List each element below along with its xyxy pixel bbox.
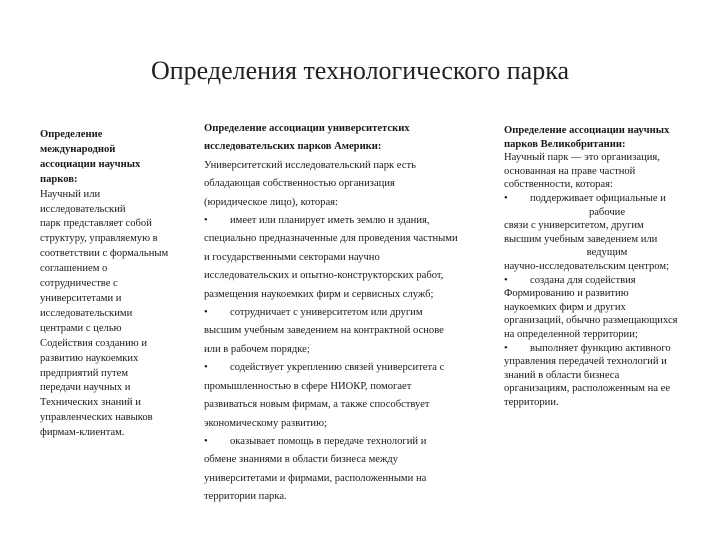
text-line [204, 488, 476, 506]
line-text: международной [40, 143, 116, 155]
text-line [504, 165, 710, 179]
text-line [204, 470, 476, 488]
text-line [504, 287, 710, 301]
text-line [40, 262, 200, 277]
line-text: содействует укреплению связей университета с [230, 362, 445, 374]
heading-line [40, 173, 200, 188]
text-line [204, 396, 476, 414]
text-line [504, 233, 710, 247]
line-text: соответствии с формальным [40, 248, 169, 260]
text-line [204, 194, 476, 212]
line-text: парков: [40, 173, 78, 185]
definition-uk-association [504, 124, 710, 409]
line-text: университетами и фирмами, расположенными на [204, 472, 427, 484]
line-text: развитию наукоемких [40, 352, 139, 364]
text-line [504, 328, 710, 342]
line-text: Содействия созданию и [40, 337, 147, 349]
text-line [204, 378, 476, 396]
heading-line [204, 120, 476, 138]
text-line [40, 217, 200, 232]
bullet-item-line [504, 342, 710, 356]
line-text: исследовательских парков Америки: [204, 141, 382, 153]
line-text: обмене знаниями в области бизнеса между [204, 454, 398, 466]
line-text: университетами и [40, 292, 122, 304]
line-text: территории парка. [204, 491, 287, 503]
line-text: Университетский исследовательский парк есть [204, 159, 416, 171]
line-text: развиваться новым фирмам, а также способствует [204, 399, 430, 411]
line-text: и государственными секторами научно [204, 251, 380, 263]
line-text: исследовательскими [40, 307, 133, 319]
bullet-icon: • [204, 215, 208, 227]
bullet-icon: • [504, 342, 508, 354]
text-line [504, 246, 710, 260]
line-text: знаний в области бизнеса [504, 369, 620, 381]
text-line [504, 219, 710, 233]
definition-american-association [204, 120, 476, 507]
line-text: исследовательских и опытно-конструкторских работ, [204, 270, 444, 282]
text-line [504, 178, 710, 192]
text-line [504, 314, 710, 328]
line-text: Определение ассоциации университетских [204, 123, 410, 134]
text-line [40, 307, 200, 322]
line-text: передачи научных и [40, 382, 131, 394]
line-text: поддерживает официальные и [530, 192, 666, 204]
text-line [204, 415, 476, 433]
line-text: предприятий путем [40, 367, 129, 379]
text-line [40, 352, 200, 367]
line-text: размещения наукоемких фирм и сервисных служб; [204, 288, 434, 300]
text-line [504, 355, 710, 369]
text-line [504, 301, 710, 315]
bullet-item-line [204, 359, 476, 377]
text-line [40, 232, 200, 247]
line-text: собственности, которая: [504, 179, 613, 191]
text-line [204, 267, 476, 285]
text-line [204, 230, 476, 248]
line-text: ведущим [586, 247, 628, 259]
slide-title: Определения технологического парка [150, 56, 569, 85]
text-line [204, 286, 476, 304]
line-text: соглашением о [40, 263, 108, 275]
text-line [204, 322, 476, 340]
definition-international-association [40, 128, 200, 441]
line-text: обладающая собственностью организация [204, 178, 395, 190]
line-text: парков Великобритании: [504, 138, 626, 150]
heading-line [40, 128, 200, 143]
bullet-icon: • [504, 192, 508, 204]
text-line [40, 396, 200, 411]
line-text: Определение [40, 129, 103, 140]
text-line [40, 292, 200, 307]
text-line [40, 203, 200, 218]
bullet-item-line [504, 192, 710, 206]
text-line [504, 396, 710, 410]
line-text: связи с университетом, другим [504, 220, 644, 232]
text-line [40, 381, 200, 396]
line-text: наукоемких фирм и других [504, 301, 626, 313]
bullet-item-line [204, 304, 476, 322]
bullet-item-line [204, 212, 476, 230]
text-line [204, 249, 476, 267]
line-text: научно-исследовательским центром; [504, 260, 670, 272]
line-text: на определенной территории; [504, 328, 638, 340]
heading-line [40, 158, 200, 173]
bullet-icon: • [204, 362, 208, 374]
text-line [40, 322, 200, 337]
text-line [204, 175, 476, 193]
line-text: основанная на праве частной [504, 165, 636, 177]
text-line [40, 337, 200, 352]
line-text: фирмам-клиентам. [40, 427, 125, 439]
text-line [40, 188, 200, 203]
line-text: организациям, расположенным на ее [504, 383, 671, 395]
bullet-icon: • [204, 307, 208, 319]
line-text: специально предназначенные для проведения частными [204, 233, 458, 245]
bullet-item-line [504, 274, 710, 288]
text-line [504, 260, 710, 274]
line-text: парк представляет собой [40, 218, 152, 230]
line-text: или в рабочем порядке; [204, 343, 310, 355]
line-text: организаций, обычно размещающихся [504, 315, 678, 327]
heading-line [40, 143, 200, 158]
line-text: сотрудничестве с [40, 278, 118, 290]
bullet-item-line [204, 433, 476, 451]
line-text: Научный парк — это организация, [504, 152, 660, 164]
line-text: создана для содействия [530, 274, 636, 286]
line-text: промышленностью в сфере НИОКР, помогает [204, 380, 412, 392]
text-line [204, 451, 476, 469]
line-text: ассоциации научных [40, 158, 141, 170]
heading-line [504, 124, 710, 138]
line-text: Формированию и развитию [504, 288, 629, 300]
line-text: центрами с целью [40, 322, 122, 334]
line-text: исследовательский [40, 203, 126, 215]
line-text: рабочие [588, 206, 626, 218]
text-line [40, 411, 200, 426]
line-text: управления передачей технологий и [504, 356, 667, 368]
heading-line [204, 138, 476, 156]
text-line [504, 206, 710, 220]
line-text: Технических знаний и [40, 397, 141, 409]
text-line [204, 341, 476, 359]
text-line [504, 382, 710, 396]
bullet-icon: • [204, 435, 208, 447]
line-text: Определение ассоциации научных [504, 125, 670, 136]
text-line [504, 369, 710, 383]
line-text: сотрудничает с университетом или другим [230, 307, 423, 319]
line-text: (юридическое лицо), которая: [204, 196, 338, 208]
bullet-icon: • [504, 274, 508, 286]
line-text: территории. [504, 396, 559, 408]
line-text: выполняет функцию активного [530, 342, 671, 354]
text-line [40, 367, 200, 382]
text-line [504, 151, 710, 165]
line-text: оказывает помощь в передаче технологий и [230, 435, 427, 447]
line-text: высшим учебным заведением на контрактной основе [204, 325, 444, 337]
heading-line [504, 138, 710, 152]
text-line [204, 157, 476, 175]
text-line [40, 277, 200, 292]
line-text: высшим учебным заведением или [504, 233, 658, 245]
line-text: Научный или [40, 188, 101, 200]
line-text: управленческих навыков [40, 412, 153, 424]
text-line [40, 247, 200, 262]
line-text: экономическому развитию; [204, 417, 327, 429]
text-line [40, 426, 200, 441]
line-text: структуру, управляемую в [40, 233, 158, 245]
line-text: имеет или планирует иметь землю и здания, [230, 215, 430, 227]
